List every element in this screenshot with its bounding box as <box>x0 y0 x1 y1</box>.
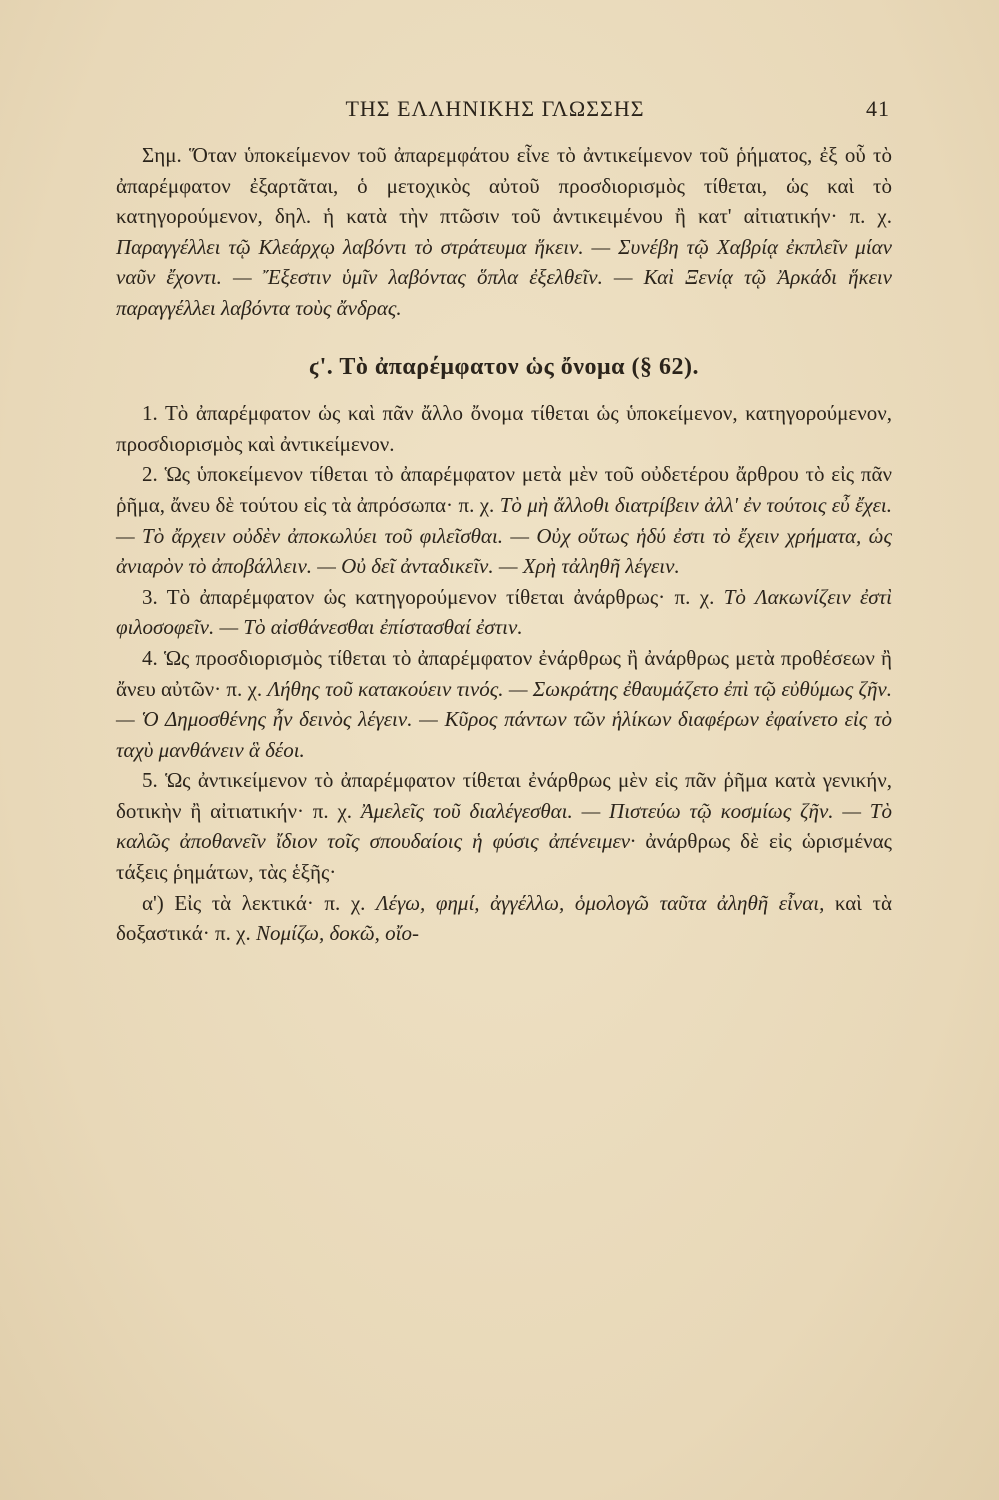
paragraph-3-lead: 3. Τὸ ἀπαρέμφατον ὡς κατηγορούμενον τίθεται ἀνάρθρως· π. χ. <box>142 584 724 609</box>
paragraph-5-lead: 5. Ὡς ἀντικείμενον τὸ ἀπαρέμφατον τίθεται ἐνάρθρως μὲν εἰς πᾶν ῥῆμα κατὰ γενικήν, δοτικὴν ἢ αἰτιατικήν· π. χ. <box>116 768 892 823</box>
paragraph-2 <box>116 459 892 581</box>
paragraph-2-examples: Τὸ μὴ ἄλλοθι διατρίβειν ἀλλ' ἐν τούτοις εὖ ἔχει. — Τὸ ἄρχειν οὐδὲν ἀποκωλύει τοῦ φιλεῖσθαι. — Οὐχ οὕτως ἡδύ ἐστι τὸ ἔχειν χρήματα, ὡς ἀνιαρὸν τὸ ἀποβάλλειν. — Οὐ δεῖ ἀνταδικεῖν. — Χρὴ τἀληθῆ λέγειν. <box>116 492 892 579</box>
note-paragraph <box>116 140 892 324</box>
paragraph-3 <box>116 582 892 643</box>
paragraph-a-example-1: Λέγω, φημί, ἀγγέλλω, ὁμολογῶ ταῦτα ἀληθῆ εἶναι, <box>375 890 825 915</box>
section-heading: ϛ'. Τὸ ἀπαρέμφατον ὡς ὄνομα (§ 62). <box>308 353 700 380</box>
running-title: ΤΗΣ ΕΛΛΗΝΙΚΗΣ ΓΛΩΣΣΗΣ <box>345 96 645 121</box>
paragraph-5 <box>116 765 892 887</box>
note-lead: Σημ. Ὅταν ὑποκείμενον τοῦ ἀπαρεμφάτου εἶνε τὸ ἀντικείμενον τοῦ ῥήματος, ἐξ οὗ τὸ ἀπαρέμφατον ἐξαρτᾶται, ὁ μετοχικὸς αὐτοῦ προσδιορισμὸς τίθεται, ὡς καὶ τὸ κατηγορούμενον, δηλ. ἡ κατὰ τὴν πτῶσιν τοῦ ἀντικειμένου ἢ κατ' αἰτιατικήν· π. χ. <box>116 143 892 229</box>
note-examples: Παραγγέλλει τῷ Κλεάρχῳ λαβόντι τὸ στράτευμα ἥκειν. — Συνέβη τῷ Χαβρίᾳ ἐκπλεῖν μίαν ναῦν ἔχοντι. — Ἔξεστιν ὑμῖν λαβόντας ὅπλα ἐξελθεῖν. — Καὶ Ξενίᾳ τῷ Ἀρκάδι ἥκειν παραγγέλλει λαβόντα τοὺς ἄνδρας. <box>116 234 892 320</box>
paragraph-4 <box>116 643 892 765</box>
paragraph-2-lead: 2. Ὡς ὑποκείμενον τίθεται τὸ ἀπαρέμφατον μετὰ μὲν τοῦ οὐδετέρου ἄρθρου τὸ εἰς πᾶν ῥῆμα, ἄνευ δὲ τούτου εἰς τὰ ἀπρόσωπα· π. χ. <box>116 462 892 517</box>
paragraph-5-tail: ἀνάρθρως δὲ εἰς ὡρισμένας τάξεις ῥημάτων, τὰς ἑξῆς· <box>116 829 892 885</box>
paragraph-4-lead: 4. Ὡς προσδιορισμὸς τίθεται τὸ ἀπαρέμφατον ἐνάρθρως ἢ ἀνάρθρως μετὰ προθέσεων ἢ ἄνευ αὐτῶν· π. χ. <box>116 645 892 701</box>
paragraph-4-examples: Λήθης τοῦ κατακούειν τινός. — Σωκράτης ἐθαυμάζετο ἐπὶ τῷ εὐθύμως ζῆν. — Ὁ Δημοσθένης ἦν δεινὸς λέγειν. — Κῦρος πάντων τῶν ἡλίκων διαφέρων ἐφαίνετο εἰς τὸ ταχὺ μανθάνειν ἃ δέοι. <box>116 676 892 762</box>
running-header <box>100 96 890 130</box>
paragraph-1: 1. Τὸ ἀπαρέμφατον ὡς καὶ πᾶν ἄλλο ὄνομα τίθεται ὡς ὑποκείμενον, κατηγορούμενον, προσδιορισμὸς καὶ ἀντικείμενον. <box>116 401 892 456</box>
paragraph-a-example-2: Νομίζω, δοκῶ, οἴο- <box>255 921 419 946</box>
body-text <box>116 140 892 949</box>
paragraph-a-mid: καὶ τὰ δοξαστικά· π. χ. <box>116 890 892 946</box>
paragraph-3-examples: Τὸ Λακωνίζειν ἐστὶ φιλοσοφεῖν. — Τὸ αἰσθάνεσθαι ἐπίστασθαί ἐστιν. <box>116 584 893 640</box>
paragraph-a-lead: α') Εἰς τὰ λεκτικά· π. χ. <box>142 890 376 915</box>
paragraph-a <box>116 888 892 949</box>
paragraph-5-examples: Ἀμελεῖς τοῦ διαλέγεσθαι. — Πιστεύω τῷ κοσμίως ζῆν. — Τὸ καλῶς ἀποθανεῖν ἴδιον τοῖς σπουδαίοις ἡ φύσις ἀπένειμεν· <box>116 798 892 854</box>
page-number: 41 <box>866 96 890 121</box>
